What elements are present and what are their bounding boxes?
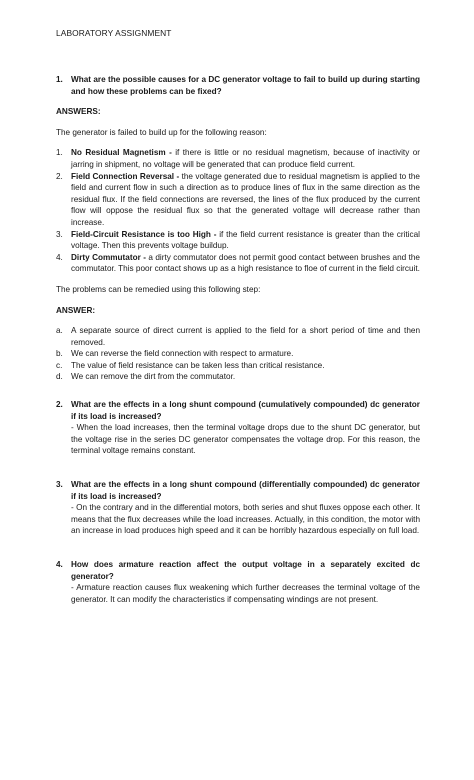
remedy-text: We can reverse the field connection with respect to armature.	[71, 349, 294, 359]
reason-title: Dirty Commutator -	[71, 252, 146, 262]
reason-item	[56, 171, 420, 229]
remedy-text: A separate source of direct current is applied to the field for a short period of time and then removed.	[71, 326, 420, 347]
remedy-intro: The problems can be remedied using this following step:	[56, 284, 261, 294]
remedy-letter: c.	[56, 360, 63, 370]
answer-heading: ANSWER:	[56, 305, 96, 315]
reasons-list	[56, 147, 420, 275]
reason-text: if there is little or no residual magnetism, because of inactivity or jarring in shipment, no voltage will be generated that can produce field current.	[71, 148, 420, 169]
answer-text: - Armature reaction causes flux weakening which further decreases the terminal voltage of the generator. It can modify the characteristics if compensating windings are not present.	[71, 583, 420, 604]
reason-title: Field-Circuit Resistance is too High -	[71, 229, 217, 239]
question-4	[56, 559, 420, 582]
remedy-item	[56, 371, 420, 383]
answer-text: - On the contrary and in the differential motors, both series and shut fluxes oppose each other. It means that the flux decreases while the load increases. Actually, in this condition, the motor with an increase in load produces high speed and it can be horribly hazardous especially on full load.	[71, 503, 420, 536]
reason-text: the voltage generated due to residual magnetism is applied to the field and current flow in such a direction as to produce lines of flux in the same direction as the residual flux. If the field connections are reversed, the lines of the flux produced by the current flow will oppose the residual flux so that the generated voltage will decrease rather than increase.	[71, 171, 420, 227]
document-body	[56, 74, 420, 605]
question-number: 2.	[56, 400, 63, 410]
page-header: LABORATORY ASSIGNMENT	[56, 28, 172, 38]
question-text: What are the effects in a long shunt compound (cumulatively compounded) dc generator if its load is increased?	[71, 400, 420, 421]
remedy-item	[56, 348, 420, 360]
remedy-text: The value of field resistance can be taken less than critical resistance.	[71, 360, 325, 370]
remedies-list	[56, 325, 420, 383]
question-number: 1.	[56, 75, 63, 84]
reason-title: Field Connection Reversal -	[71, 171, 180, 181]
reason-item	[56, 147, 420, 170]
reason-text: a dirty commutator does not permit good contact between brushes and the commutator. This poor contact shows up as a high resistance to floe of current in the field circuit.	[71, 252, 420, 274]
reason-number: 4.	[56, 252, 63, 262]
question-number: 3.	[56, 480, 63, 490]
question-1	[56, 74, 420, 97]
reason-item	[56, 229, 420, 252]
reasons-intro: The generator is failed to build up for the following reason:	[56, 127, 267, 137]
answer-text: - When the load increases, then the terminal voltage drops due to the shunt DC generator, but the voltage rise in the series DC generator compensates the voltage drop. For this reason, the terminal voltage remains constant.	[71, 423, 420, 456]
question-2	[56, 399, 420, 422]
answers-heading: ANSWERS:	[56, 107, 101, 117]
reason-text: if the field current resistance is greater than the critical voltage. Then this prevents voltage buildup.	[71, 229, 420, 251]
question-number: 4.	[56, 560, 63, 569]
reason-number: 2.	[56, 171, 63, 181]
remedy-letter: d.	[56, 372, 63, 382]
remedy-text: We can remove the dirt from the commutator.	[71, 372, 236, 382]
question-text: What are the effects in a long shunt compound (differentially compounded) dc generator if its load is increased?	[71, 480, 420, 501]
reason-title: No Residual Magnetism -	[71, 148, 172, 158]
remedy-item	[56, 360, 420, 372]
remedy-item	[56, 325, 420, 348]
reason-number: 3.	[56, 229, 63, 239]
reason-item	[56, 252, 420, 275]
reason-number: 1.	[56, 148, 63, 158]
remedy-letter: b.	[56, 349, 63, 359]
question-text: What are the possible causes for a DC generator voltage to fail to build up during starting and how these problems can be fixed?	[71, 75, 420, 96]
question-3	[56, 479, 420, 502]
question-text: How does armature reaction affect the output voltage in a separately excited dc generator?	[71, 560, 420, 581]
remedy-letter: a.	[56, 326, 63, 336]
